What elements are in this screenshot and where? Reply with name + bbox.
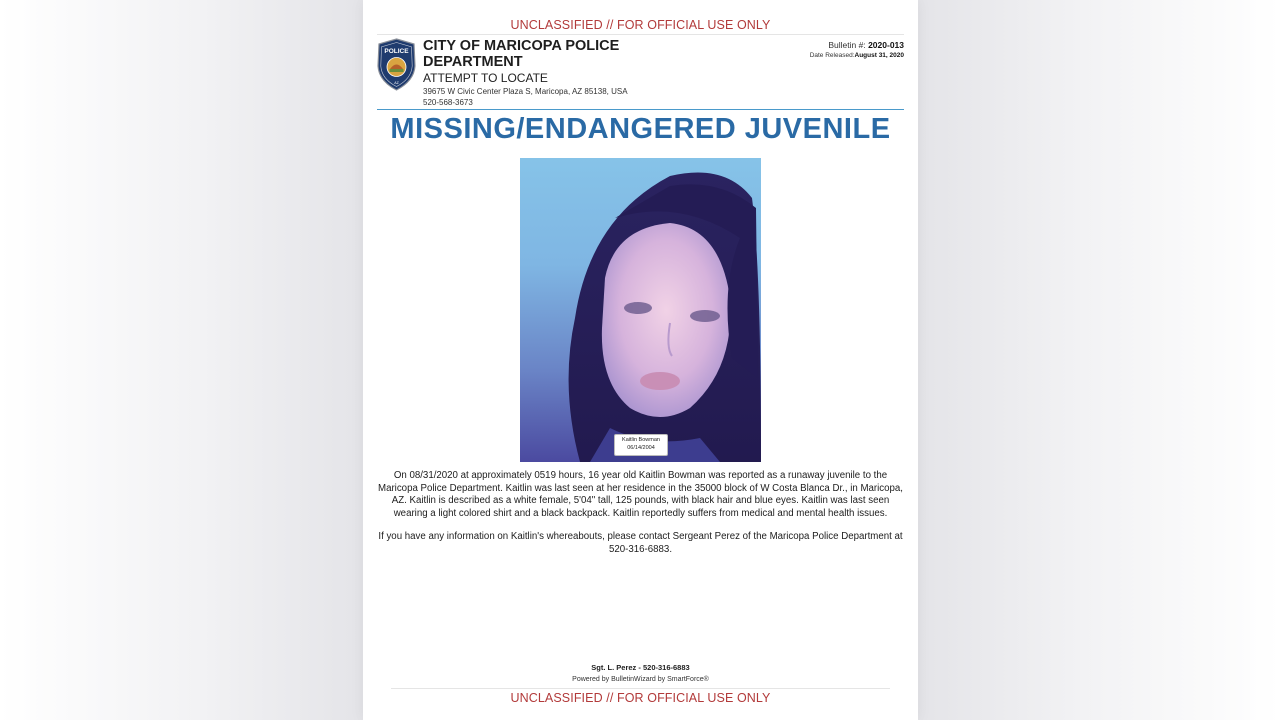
caption-date: 06/14/2004 bbox=[627, 445, 655, 451]
background-right bbox=[918, 0, 1280, 720]
bulletin-number-label: Bulletin #: bbox=[828, 40, 866, 50]
background-left bbox=[0, 0, 363, 720]
incident-narrative: On 08/31/2020 at approximately 0519 hours, 16 year old Kaitlin Bowman was reported as a runaway juvenile to the Maricopa Police Department. Kaitlin was last seen at her residence in the 35000 block of W Costa Blanca Dr., in Maricopa, AZ. Kaitlin is described as a white female, 5'04" tall, 125 pounds, with black hair and blue eyes. Kaitlin was last seen wearing a light colored shirt and a black backpack. Kaitlin reportedly suffers from medical and mental health issues. bbox=[378, 470, 903, 519]
date-released-line bbox=[810, 51, 904, 60]
date-released-label: Date Released: bbox=[809, 52, 855, 59]
bulletin-number: 2020-013 bbox=[868, 40, 904, 50]
badge-text: POLICE bbox=[384, 48, 409, 55]
agency-phone: 520-568-3673 bbox=[423, 98, 473, 107]
footer-contact: Sgt. L. Perez - 520-316-6883 bbox=[591, 663, 690, 672]
classification-banner-bottom: UNCLASSIFIED // FOR OFFICIAL USE ONLY bbox=[510, 691, 771, 705]
agency-name: CITY OF MARICOPA POLICE DEPARTMENT bbox=[423, 38, 620, 70]
agency-address: 39675 W Civic Center Plaza S, Maricopa, AZ 85138, USA bbox=[423, 87, 628, 96]
subject-photo bbox=[520, 158, 761, 462]
classification-banner-top: UNCLASSIFIED // FOR OFFICIAL USE ONLY bbox=[510, 18, 771, 32]
headline: MISSING/ENDANGERED JUVENILE bbox=[390, 113, 891, 145]
bulletin-meta bbox=[810, 40, 904, 60]
divider bbox=[377, 34, 904, 35]
police-badge-icon bbox=[376, 38, 417, 91]
bulletin-page bbox=[363, 0, 918, 720]
header-divider bbox=[377, 109, 904, 110]
contact-paragraph: If you have any information on Kaitlin's whereabouts, please contact Sergeant Perez of the Maricopa Police Department at 520-316-6883. bbox=[378, 531, 903, 555]
powered-by: Powered by BulletinWizard by SmartForce® bbox=[572, 676, 709, 683]
badge-small-text: AZ bbox=[394, 81, 399, 85]
bulletin-number-line bbox=[810, 40, 904, 51]
bulletin-type: ATTEMPT TO LOCATE bbox=[423, 71, 548, 85]
footer-divider bbox=[391, 688, 890, 689]
photo-caption bbox=[614, 434, 668, 456]
date-released: August 31, 2020 bbox=[854, 52, 904, 59]
caption-name: Kaitlin Bowman bbox=[622, 437, 660, 443]
